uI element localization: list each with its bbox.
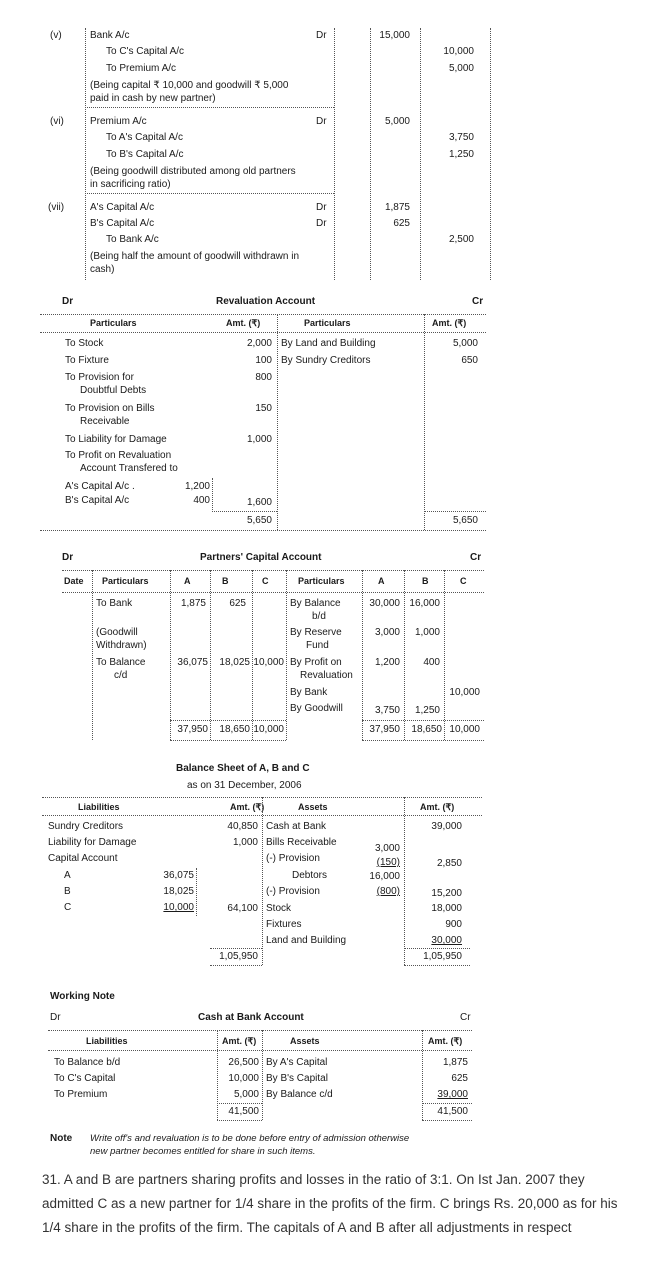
ledger-total: 37,950 — [177, 724, 208, 735]
partner-name: A — [64, 870, 71, 881]
account-title: Partners' Capital Account — [200, 552, 322, 563]
ledger-line: To Fixture — [65, 355, 109, 366]
ledger-line: Cash at Bank — [266, 821, 327, 832]
ledger-amount: 40,850 — [227, 821, 258, 832]
ledger-line: Fixtures — [266, 919, 302, 930]
note-label: Note — [50, 1133, 73, 1144]
ledger-line: To Provision for — [65, 372, 134, 383]
narration: (Being capital ₹ 10,000 and goodwill ₹ 5,000 — [90, 80, 289, 91]
narration: paid in cash by new partner) — [90, 93, 216, 104]
account-title: Cash at Bank Account — [198, 1012, 304, 1023]
ledger-line: Debtors — [292, 870, 328, 881]
ledger-amount: 5,000 — [452, 338, 478, 349]
ledger-amount: 30,000 — [431, 935, 462, 946]
ledger-amount: 625 — [229, 598, 246, 609]
credit-amount: 10,000 — [443, 46, 474, 57]
column-header: B — [222, 576, 229, 586]
ledger-total: 5,650 — [246, 515, 272, 526]
column-header: A — [378, 576, 385, 586]
journal-line: Premium A/c — [90, 116, 147, 127]
ledger-line: To Premium — [54, 1089, 108, 1100]
partner-name: C — [64, 902, 72, 913]
dr-marker: Dr — [316, 202, 327, 213]
ledger-line: Land and Building — [266, 935, 347, 946]
column-header: B — [422, 576, 429, 586]
ledger-amount: 625 — [451, 1073, 468, 1084]
ledger-amount: (150) — [376, 857, 400, 868]
ledger-amount: 100 — [255, 355, 272, 366]
ledger-total: 10,000 — [449, 724, 480, 735]
ledger-amount: 1,000 — [232, 837, 258, 848]
ledger-amount: 1,875 — [180, 598, 206, 609]
ledger-line: To Balance — [96, 657, 146, 668]
note-text: Write off's and revaluation is to be done before entry of admission otherwise — [90, 1133, 410, 1144]
ledger-line: c/d — [114, 670, 128, 681]
ledger-line: Withdrawn) — [96, 640, 147, 651]
ledger-amount: 3,750 — [374, 705, 400, 716]
ledger-amount: 1,200 — [184, 481, 210, 492]
ledger-line: B's Capital A/c — [65, 495, 130, 506]
ledger-line: By Land and Building — [281, 338, 376, 349]
ledger-line: Fund — [306, 640, 329, 651]
ledger-amount: 1,250 — [414, 705, 440, 716]
column-header: Liabilities — [78, 802, 120, 812]
ledger-amount: 36,075 — [163, 870, 194, 881]
narration: cash) — [90, 264, 115, 275]
ledger-line: Account Transfered to — [80, 463, 178, 474]
ledger-amount: (800) — [376, 886, 400, 897]
ledger-total: 18,650 — [219, 724, 250, 735]
column-header: Amt. (₹) — [428, 1036, 463, 1046]
ledger-amount: 800 — [255, 372, 272, 383]
column-header: Amt. (₹) — [226, 318, 261, 328]
ledger-amount: 10,000 — [449, 687, 480, 698]
column-header: A — [184, 576, 191, 586]
column-header: Particulars — [90, 318, 137, 328]
column-header: Amt. (₹) — [432, 318, 467, 328]
ledger-line: Liability for Damage — [48, 837, 137, 848]
column-header: C — [262, 576, 269, 586]
ledger-amount: 16,000 — [409, 598, 440, 609]
dr-marker: Dr — [316, 116, 327, 127]
question-text: 31. A and B are partners sharing profits and losses in the ratio of 3:1. On Ist Jan. 2007 they admitted C as a new partner for 1/4 share in the profits of the firm. C brings Rs. 20,000 as for his 1/4 share in the profits of the firm. The capitals of A and B after all adjustments in respect — [42, 1172, 618, 1235]
ledger-line: By Balance — [290, 598, 341, 609]
ledger-line: To Bank — [96, 598, 133, 609]
sheet-title: Balance Sheet of A, B and C — [176, 763, 310, 774]
entry-number: (vi) — [50, 116, 64, 127]
ledger-amount: 18,000 — [431, 903, 462, 914]
ledger-line: By A's Capital — [266, 1057, 328, 1068]
ledger-line: (Goodwill — [96, 627, 138, 638]
entry-number: (v) — [50, 30, 62, 41]
ledger-amount: 5,000 — [233, 1089, 259, 1100]
ledger-total: 41,500 — [228, 1106, 259, 1117]
ledger-line: To Profit on Revaluation — [65, 450, 172, 461]
ledger-line: A's Capital A/c . — [65, 481, 135, 492]
journal-line: B's Capital A/c — [90, 218, 155, 229]
ledger-total: 5,650 — [452, 515, 478, 526]
narration: (Being goodwill distributed among old partners — [90, 166, 296, 177]
ledger-amount: 15,200 — [431, 888, 462, 899]
ledger-amount: 2,000 — [246, 338, 272, 349]
column-header: Assets — [290, 1036, 320, 1046]
note-text: new partner becomes entitled for share in such items. — [90, 1146, 316, 1157]
ledger-amount: 2,850 — [436, 858, 462, 869]
credit-amount: 5,000 — [448, 63, 474, 74]
ledger-line: Capital Account — [48, 853, 118, 864]
column-header: Amt. (₹) — [222, 1036, 257, 1046]
journal-line: To Premium A/c — [106, 63, 177, 74]
ledger-amount: 64,100 — [227, 903, 258, 914]
ledger-total: 1,05,950 — [219, 951, 258, 962]
ledger-line: By Goodwill — [290, 703, 343, 714]
cr-label: Cr — [472, 296, 484, 307]
ledger-amount: 1,875 — [442, 1057, 468, 1068]
credit-amount: 3,750 — [448, 132, 474, 143]
narration: in sacrificing ratio) — [90, 179, 171, 190]
credit-amount: 2,500 — [448, 234, 474, 245]
ledger-amount: 16,000 — [369, 871, 400, 882]
ledger-amount: 36,075 — [177, 657, 208, 668]
ledger-amount: 1,000 — [246, 434, 272, 445]
dr-marker: Dr — [316, 218, 327, 229]
journal-line: Bank A/c — [90, 30, 130, 41]
ledger-amount: 3,000 — [374, 843, 400, 854]
ledger-line: To Provision on Bills — [65, 403, 155, 414]
ledger-line: To Stock — [65, 338, 104, 349]
ledger-amount: 18,025 — [219, 657, 250, 668]
column-header: Particulars — [298, 576, 345, 586]
ledger-amount: 18,025 — [163, 886, 194, 897]
column-header: Particulars — [304, 318, 351, 328]
ledger-line: By Bank — [290, 687, 328, 698]
ledger-amount: 39,000 — [437, 1089, 468, 1100]
ledger-amount: 150 — [255, 403, 272, 414]
narration: (Being half the amount of goodwill withdrawn in — [90, 251, 300, 262]
ledger-total: 37,950 — [369, 724, 400, 735]
ledger-amount: 900 — [445, 919, 462, 930]
ledger-line: (-) Provision — [266, 853, 320, 864]
ledger-amount: 1,000 — [414, 627, 440, 638]
cr-label: Cr — [460, 1012, 471, 1023]
ledger-line: By Balance c/d — [266, 1089, 333, 1100]
ledger-line: Stock — [266, 903, 292, 914]
ledger-line: To Balance b/d — [54, 1057, 121, 1068]
debit-amount: 15,000 — [379, 30, 410, 41]
column-header: Liabilities — [86, 1036, 128, 1046]
ledger-amount: 10,000 — [163, 902, 194, 913]
ledger-amount: 10,000 — [253, 657, 284, 668]
debit-amount: 1,875 — [384, 202, 410, 213]
ledger-line: By Profit on — [290, 657, 342, 668]
ledger-amount: 400 — [193, 495, 210, 506]
journal-line: A's Capital A/c — [90, 202, 155, 213]
ledger-line: By Reserve — [290, 627, 342, 638]
ledger-line: By B's Capital — [266, 1073, 328, 1084]
ledger-line: By Sundry Creditors — [281, 355, 371, 366]
ledger-line: Bills Receivable — [266, 837, 337, 848]
ledger-total: 41,500 — [437, 1106, 468, 1117]
ledger-amount: 10,000 — [228, 1073, 259, 1084]
ledger-amount: 1,200 — [374, 657, 400, 668]
ledger-amount: 650 — [461, 355, 478, 366]
ledger-line: To Liability for Damage — [65, 434, 167, 445]
dr-marker: Dr — [316, 30, 327, 41]
column-header: Assets — [298, 802, 328, 812]
column-header: Amt. (₹) — [230, 802, 265, 812]
column-header: C — [460, 576, 467, 586]
ledger-line: Receivable — [80, 416, 130, 427]
ledger-line: (-) Provision — [266, 886, 320, 897]
ledger-total: 1,05,950 — [423, 951, 462, 962]
account-title: Revaluation Account — [216, 296, 316, 307]
ledger-amount: 400 — [423, 657, 440, 668]
ledger-amount: 30,000 — [369, 598, 400, 609]
ledger-line: Revaluation — [300, 670, 353, 681]
journal-line: To Bank A/c — [106, 234, 159, 245]
journal-line: To A's Capital A/c — [106, 132, 183, 143]
ledger-amount: 26,500 — [228, 1057, 259, 1068]
working-note-heading: Working Note — [50, 991, 115, 1002]
debit-amount: 625 — [393, 218, 410, 229]
credit-amount: 1,250 — [448, 149, 474, 160]
ledger-line: To C's Capital — [54, 1073, 116, 1084]
journal-line: To C's Capital A/c — [106, 46, 185, 57]
entry-number: (vii) — [48, 202, 65, 213]
journal-line: To B's Capital A/c — [106, 149, 184, 160]
column-header: Amt. (₹) — [420, 802, 455, 812]
column-header: Particulars — [102, 576, 149, 586]
column-header: Date — [64, 576, 84, 586]
ledger-amount: 3,000 — [374, 627, 400, 638]
ledger-amount: 39,000 — [431, 821, 462, 832]
dr-label: Dr — [62, 552, 74, 563]
sheet-subtitle: as on 31 December, 2006 — [187, 780, 302, 791]
ledger-amount: 1,600 — [246, 497, 272, 508]
ledger-line: Doubtful Debts — [80, 385, 147, 396]
ledger-line: Sundry Creditors — [48, 821, 124, 832]
ledger-total: 10,000 — [253, 724, 284, 735]
partner-name: B — [64, 886, 71, 897]
cr-label: Cr — [470, 552, 482, 563]
dr-label: Dr — [62, 296, 74, 307]
debit-amount: 5,000 — [384, 116, 410, 127]
dr-label: Dr — [50, 1012, 61, 1023]
ledger-line: b/d — [312, 611, 326, 622]
ledger-total: 18,650 — [411, 724, 442, 735]
